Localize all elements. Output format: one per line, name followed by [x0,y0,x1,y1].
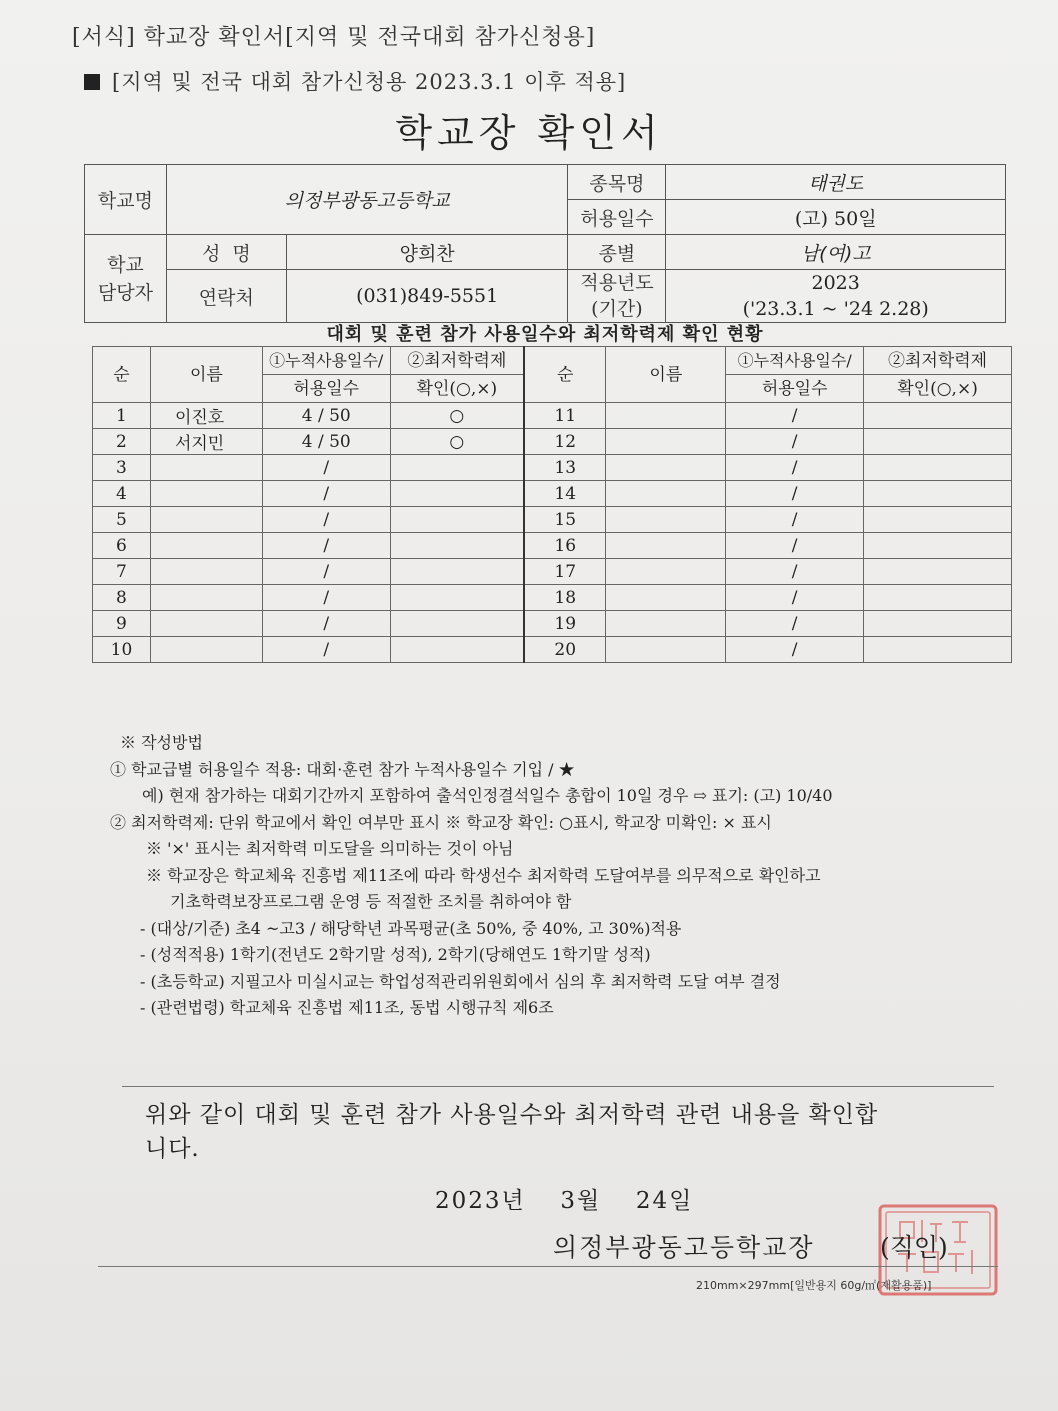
cell-no: 10 [93,637,151,663]
manager-label-line-2: 담당자 [97,281,153,304]
cell-days: / [726,559,864,585]
guide-line: - (대상/기준) 초4 ~고3 / 해당학년 과목평균(초 50%, 중 40%, 고 30%)적용 [140,918,682,938]
guide-heading: ※ 작성방법 [120,733,203,752]
cell-days: / [262,585,390,611]
cell-check [390,611,524,637]
cell-no: 6 [93,533,151,559]
table-row [93,455,1012,481]
manager-name: 양희찬 [286,235,568,270]
guide-line: 예) 현재 참가하는 대회기간까지 포함하여 출석인정결석일수 총합이 10일 경우 ⇨ 표기: (고) 10/40 [142,786,833,805]
cell-name [150,507,262,533]
cell-no: 11 [524,403,606,429]
cell-days: 4 / 50 [262,429,390,455]
cell-days: / [726,637,864,663]
cell-no: 2 [93,429,151,455]
cell-no: 1 [93,403,151,429]
col-check-right-1: ②최저학력제 [864,347,1012,375]
paper-spec: 210mm×297mm[일반용지 60g/㎡(재활용품)] [696,1279,932,1292]
cell-check [864,429,1012,455]
cell-check [864,403,1012,429]
cell-days: / [262,507,390,533]
cell-check [390,585,524,611]
sport-label: 종목명 [568,165,666,200]
form-label: [서식] 학교장 확인서[지역 및 전국대회 참가신청용] [72,25,596,50]
school-name: 의정부광동고등학교 [166,165,568,235]
cell-no: 5 [93,507,151,533]
col-days-left-2: 허용일수 [262,375,390,403]
table-row [93,429,1012,455]
year-value: 2023 [811,272,860,294]
cell-no: 9 [93,611,151,637]
divider-line [122,1086,994,1087]
cell-check [864,507,1012,533]
year-label-line-1: 적용년도 [580,272,654,294]
cell-check [864,559,1012,585]
cell-no: 18 [524,585,606,611]
cell-check: ○ [390,429,524,455]
cell-check [864,481,1012,507]
cell-name [606,429,726,455]
table-row [93,403,1012,429]
cell-no: 17 [524,559,606,585]
square-bullet-icon [84,74,100,90]
guide-line: ① 학교급별 허용일수 적용: 대회·훈련 참가 누적사용일수 기입 / ★ [110,759,575,779]
cell-no: 8 [93,585,151,611]
col-check-right-2: 확인(○,×) [864,375,1012,403]
page-title: 학교장 확인서 [395,111,663,155]
issue-date: 2023년 3월 24일 [435,1188,694,1214]
usage-table [92,346,1012,663]
cell-check [390,455,524,481]
cell-days: / [726,455,864,481]
cell-days: / [262,637,390,663]
contact-value: (031)849-5551 [286,270,568,323]
guide-section [110,730,1020,1022]
guide-line: - (성적적용) 1학기(전년도 2학기말 성적), 2학기(당해연도 1학기말 성적) [140,945,651,964]
cell-name [150,611,262,637]
cell-name [606,559,726,585]
col-check-left-1: ②최저학력제 [390,347,524,375]
year-cell [666,270,1006,323]
col-check-left-2: 확인(○,×) [390,375,524,403]
cell-name: 이진호 [150,403,262,429]
cell-no: 16 [524,533,606,559]
manager-label [85,235,167,323]
cell-no: 14 [524,481,606,507]
manager-label-line-1: 학교 [107,253,144,276]
cell-days: / [726,611,864,637]
cell-check [864,637,1012,663]
confirm-line-1: 위와 같이 대회 및 훈련 참가 사용일수와 최저학력 관련 내용을 확인합 [145,1102,879,1128]
cell-name [606,481,726,507]
info-table [84,164,1006,323]
cell-no: 7 [93,559,151,585]
cell-no: 12 [524,429,606,455]
col-days-left-1: ①누적사용일수/ [262,347,390,375]
cell-check: ○ [390,403,524,429]
cell-days: / [726,585,864,611]
year-label [568,270,666,323]
table-row [93,507,1012,533]
principal-name: 의정부광동고등학교장 [553,1233,815,1262]
cell-no: 3 [93,455,151,481]
table-row [93,611,1012,637]
cell-name [150,481,262,507]
cell-check [390,637,524,663]
contact-label: 연락처 [166,270,286,323]
period-value: ('23.3.1 ~ '24 2.28) [742,298,929,320]
cell-days: / [726,429,864,455]
guide-line: 기초학력보장프로그램 운영 등 적절한 조치를 취하여야 함 [170,892,572,911]
section-title: 대회 및 훈련 참가 사용일수와 최저학력제 확인 현황 [326,324,764,345]
confirm-text [145,1098,985,1166]
cell-days: / [262,533,390,559]
guide-line: ※ '×' 표시는 최저학력 미도달을 의미하는 것이 아님 [146,839,514,858]
sport-value: 태권도 [666,165,1006,200]
cell-name [606,455,726,481]
cell-days: / [726,403,864,429]
cell-name [606,533,726,559]
cell-days: / [726,507,864,533]
cell-name [150,637,262,663]
cell-check [390,559,524,585]
cell-days: / [262,481,390,507]
col-days-right-1: ①누적사용일수/ [726,347,864,375]
cell-no: 19 [524,611,606,637]
cell-check [390,507,524,533]
cell-check [864,455,1012,481]
allowed-days-value: (고) 50일 [666,200,1006,235]
cell-name [150,455,262,481]
subtitle-text: [지역 및 전국 대회 참가신청용 2023.3.1 이후 적용] [112,70,627,94]
category-label: 종별 [568,235,666,270]
guide-line: - (초등학교) 지필고사 미실시교는 학업성적관리위원회에서 심의 후 최저학력 도달 여부 결정 [140,971,781,991]
cell-days: / [726,533,864,559]
allowed-days-label: 허용일수 [568,200,666,235]
cell-days: 4 / 50 [262,403,390,429]
confirm-line-2: 니다. [145,1136,200,1162]
school-label: 학교명 [85,165,167,235]
cell-name [606,585,726,611]
cell-name [150,559,262,585]
subtitle [84,66,626,96]
table-row [93,637,1012,663]
seal-label: (직인) [880,1233,948,1262]
col-name-left: 이름 [150,347,262,403]
cell-days: / [262,611,390,637]
cell-check [390,533,524,559]
cell-name [606,637,726,663]
guide-line: - (관련법령) 학교체육 진흥법 제11조, 동법 시행규칙 제6조 [140,998,554,1017]
col-name-right: 이름 [606,347,726,403]
cell-no: 4 [93,481,151,507]
cell-name [150,533,262,559]
year-label-line-2: (기간) [591,298,643,320]
cell-check [864,585,1012,611]
cell-name [606,507,726,533]
cell-name [150,585,262,611]
table-row [93,585,1012,611]
cell-check [864,611,1012,637]
cell-no: 20 [524,637,606,663]
guide-line: ② 최저학력제: 단위 학교에서 확인 여부만 표시 ※ 학교장 확인: ○표시, 학교장 미확인: × 표시 [110,812,772,832]
category-value: 남(여)고 [666,235,1006,270]
cell-name [606,403,726,429]
cell-days: / [262,455,390,481]
cell-check [864,533,1012,559]
cell-name: 서지민 [150,429,262,455]
cell-days: / [726,481,864,507]
table-row [93,559,1012,585]
cell-check [390,481,524,507]
guide-line: ※ 학교장은 학교체육 진흥법 제11조에 따라 학생선수 최저학력 도달여부를 의무적으로 확인하고 [146,865,821,885]
table-row [93,533,1012,559]
cell-no: 13 [524,455,606,481]
cell-name [606,611,726,637]
table-row [93,481,1012,507]
cell-days: / [262,559,390,585]
name-label: 성 명 [166,235,286,270]
col-no-right: 순 [524,347,606,403]
cell-no: 15 [524,507,606,533]
divider-line-bottom [98,1266,998,1267]
col-no-left: 순 [93,347,151,403]
col-days-right-2: 허용일수 [726,375,864,403]
